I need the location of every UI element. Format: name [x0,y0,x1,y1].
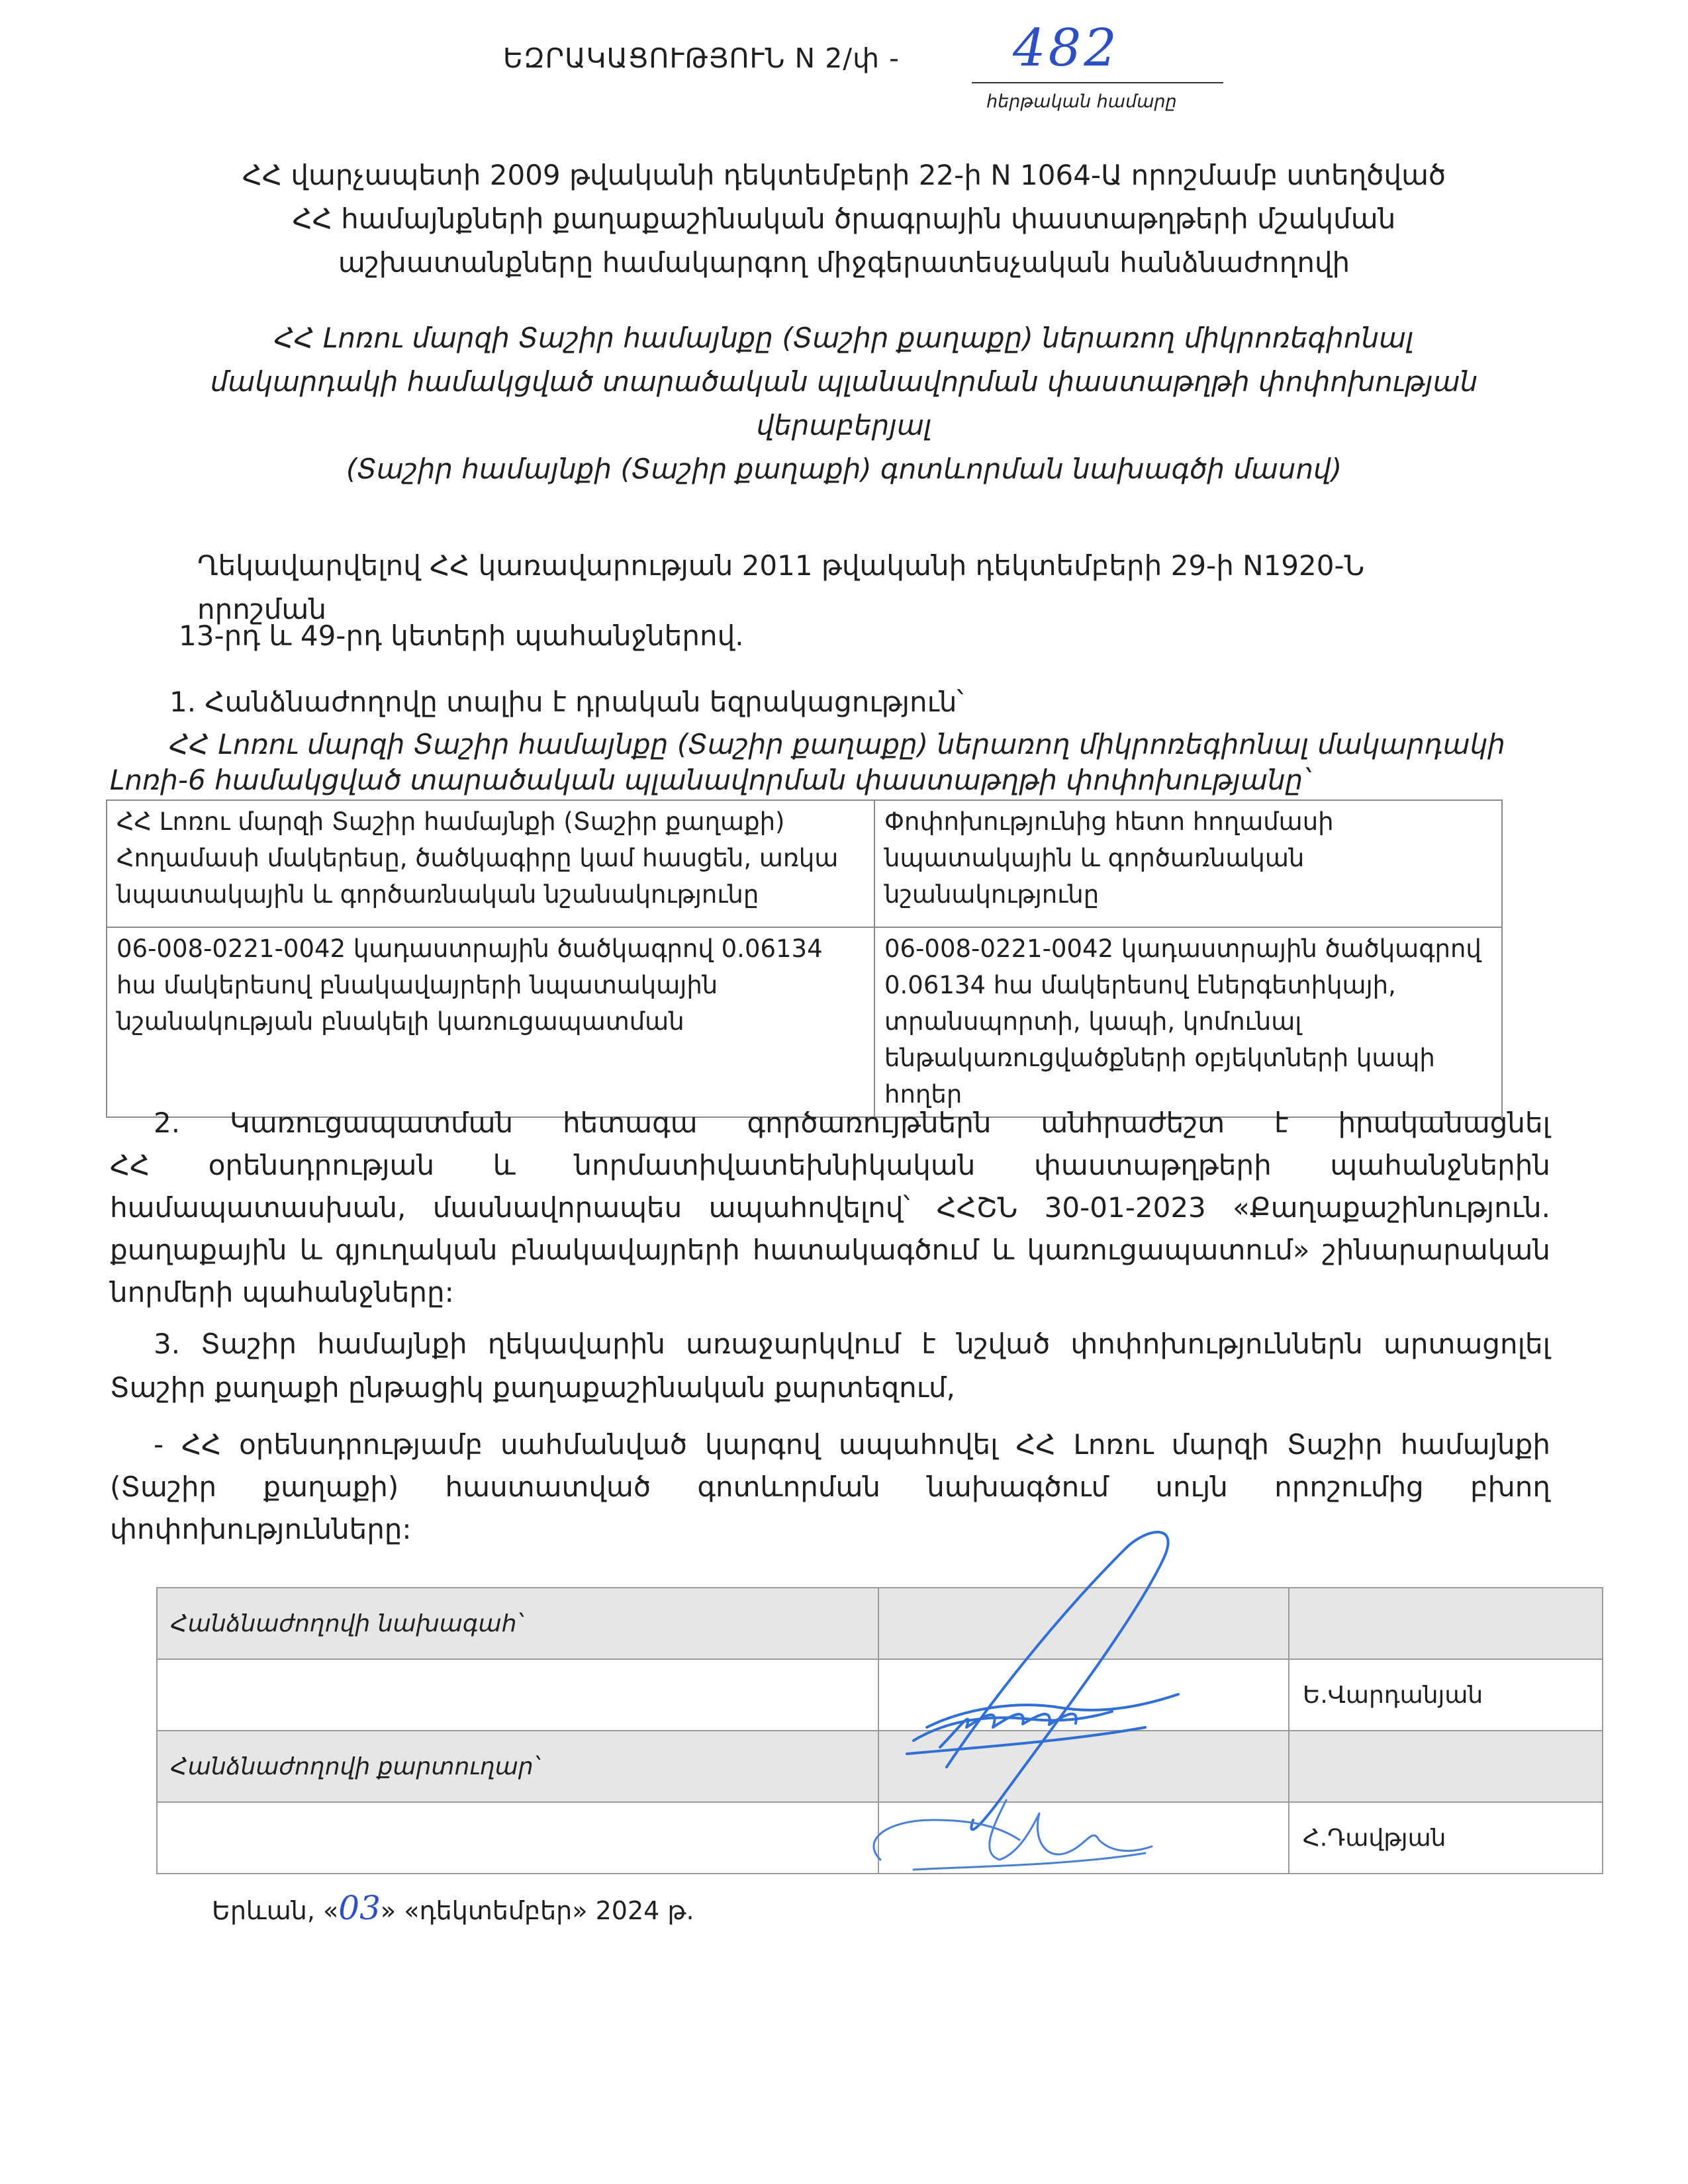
footer-date [212,1889,694,1927]
number-underline [972,82,1223,83]
chair-signature-icon [907,1532,1178,1829]
subject-line: վերաբերյալ [756,409,932,441]
secretary-label: Հանձնաժողովի քարտուղար՝ [157,1731,878,1802]
chair-name: Ե.Վարդանյան [1289,1659,1603,1731]
point-1-italic-line: Լոռի-6 համակցված տարածական պլանավորման փաստաթղթի փոփոխությանը՝ [110,764,1310,796]
subject-line: մակարդակի համակցված տարածական պլանավորման փաստաթղթի փոփոխության [210,365,1478,398]
committee-line: աշխատանքները համակարգող միջգերատեսչական հանձնաժողովի [338,246,1350,279]
point-1-text: 1. Հանձնաժողովը տալիս է դրական եզրակացություն՝ [169,686,964,718]
committee-line: ՀՀ վարչապետի 2009 թվականի դեկտեմբերի 22-ի N 1064-Ա որոշմամբ ստեղծված [242,159,1446,191]
table-row [107,800,1502,927]
table-cell-current: 06-008-0221-0042 կադաստրային ծածկագրով 0.06134 հա մակերեսով բնակավայրերի նպատակային նշանակության բնակելի կառուցապատման [107,927,874,1117]
point-2-line: նորմերի պահանջները: [110,1276,454,1308]
table-row [107,927,1502,1117]
table-header-right: Փոփոխությունից հետո հողամասի նպատակային և գործառնական նշանակությունը [874,800,1502,927]
committee-block [132,154,1556,285]
subject-block [132,316,1556,491]
decision-table [106,799,1503,1118]
point-2-line: 2. Կառուցապատման հետագա գործառույթներն անհրաժեշտ է իրականացնել [154,1107,1550,1139]
point-2-line: համապատասխան, մասնավորապես ապահովելով՝ ՀՀՇՆ 30-01-2023 «Քաղաքաշինություն. [110,1191,1550,1224]
footer-day-close: » [380,1896,397,1925]
dash-item-line: (Տաշիր քաղաքի) հաստատված գոտևորման նախագծում սույն որոշումից բխող [110,1471,1550,1503]
point-2-line: քաղաքային և գյուղական բնակավայրերի հատակագծում և կառուցապատում» շինարարական [110,1234,1550,1266]
handwritten-number: 482 [1013,19,1119,78]
dash-item-line: փոփոխությունները: [110,1513,412,1545]
point-3-line: 3. Տաշիր համայնքի ղեկավարին առաջարկվում է նշված փոփոխություններն արտացոլել [154,1328,1550,1360]
table-header-left: ՀՀ Լոռու մարզի Տաշիր համայնքի (Տաշիր քաղաքի) Հողամասի մակերեսը, ծածկագիրը կամ հասցեն, առկա նպատակային և գործառնական նշանակությունը [107,800,874,927]
chair-label: Հանձնաժողովի նախագահ՝ [157,1588,878,1659]
dash-item-line: - ՀՀ օրենսդրությամբ սահմանված կարգով ապահովել ՀՀ Լոռու մարզի Տաշիր համայնքի [154,1428,1550,1461]
handwritten-signatures [834,1509,1244,1880]
footer-city: Երևան, [212,1896,315,1925]
subject-line: (Տաշիր համայնքի (Տաշիր քաղաքի) գոտևորման նախագծի մասով) [346,453,1342,485]
point-3-line: Տաշիր քաղաքի ընթացիկ քաղաքաշինական քարտեզում, [110,1371,955,1404]
footer-day: 03 [338,1889,381,1927]
footer-year: 2024 թ. [595,1896,694,1925]
point-1-italic-line: ՀՀ Լոռու մարզի Տաշիր համայնքը (Տաշիր քաղաքը) ներառող միկրոռեգիոնալ մակարդակի [169,728,1505,760]
secretary-signature-icon [874,1800,1152,1870]
footer-month: «դեկտեմբեր» [404,1896,588,1925]
secretary-name: Հ.Դավթյան [1289,1802,1603,1874]
name-cell [1289,1731,1603,1802]
signature-cell [157,1802,878,1874]
signature-cell [157,1659,878,1731]
table-cell-changed: 06-008-0221-0042 կադաստրային ծածկագրով 0.06134 հա մակերեսով էներգետիկայի, տրանսպորտի, կապի, կոմունալ ենթակառուցվածքների օբյեկտների կապի հողեր [874,927,1502,1117]
committee-line: ՀՀ համայնքների քաղաքաշինական ծրագրային փաստաթղթերի մշակման [292,203,1396,235]
subject-line: ՀՀ Լոռու մարզի Տաշիր համայնքը (Տաշիր քաղաքը) ներառող միկրոռեգիոնալ [274,322,1414,354]
intro-line-1: Ղեկավարվելով ՀՀ կառավարության 2011 թվականի դեկտեմբերի 29-ի N1920-Ն որոշման [197,549,1365,625]
number-caption: հերթական համարը [986,91,1177,112]
document-title: ԵԶՐԱԿԱՑՈՒԹՅՈՒՆ N 2/փ - [503,42,900,74]
intro-line-2: 13-րդ և 49-րդ կետերի պահանջներով. [179,619,744,652]
footer-day-open: « [323,1896,339,1925]
name-cell [1289,1588,1603,1659]
point-2-line: ՀՀ օրենսդրության և նորմատիվատեխնիկական փաստաթղթերի պահանջներին [110,1149,1550,1181]
